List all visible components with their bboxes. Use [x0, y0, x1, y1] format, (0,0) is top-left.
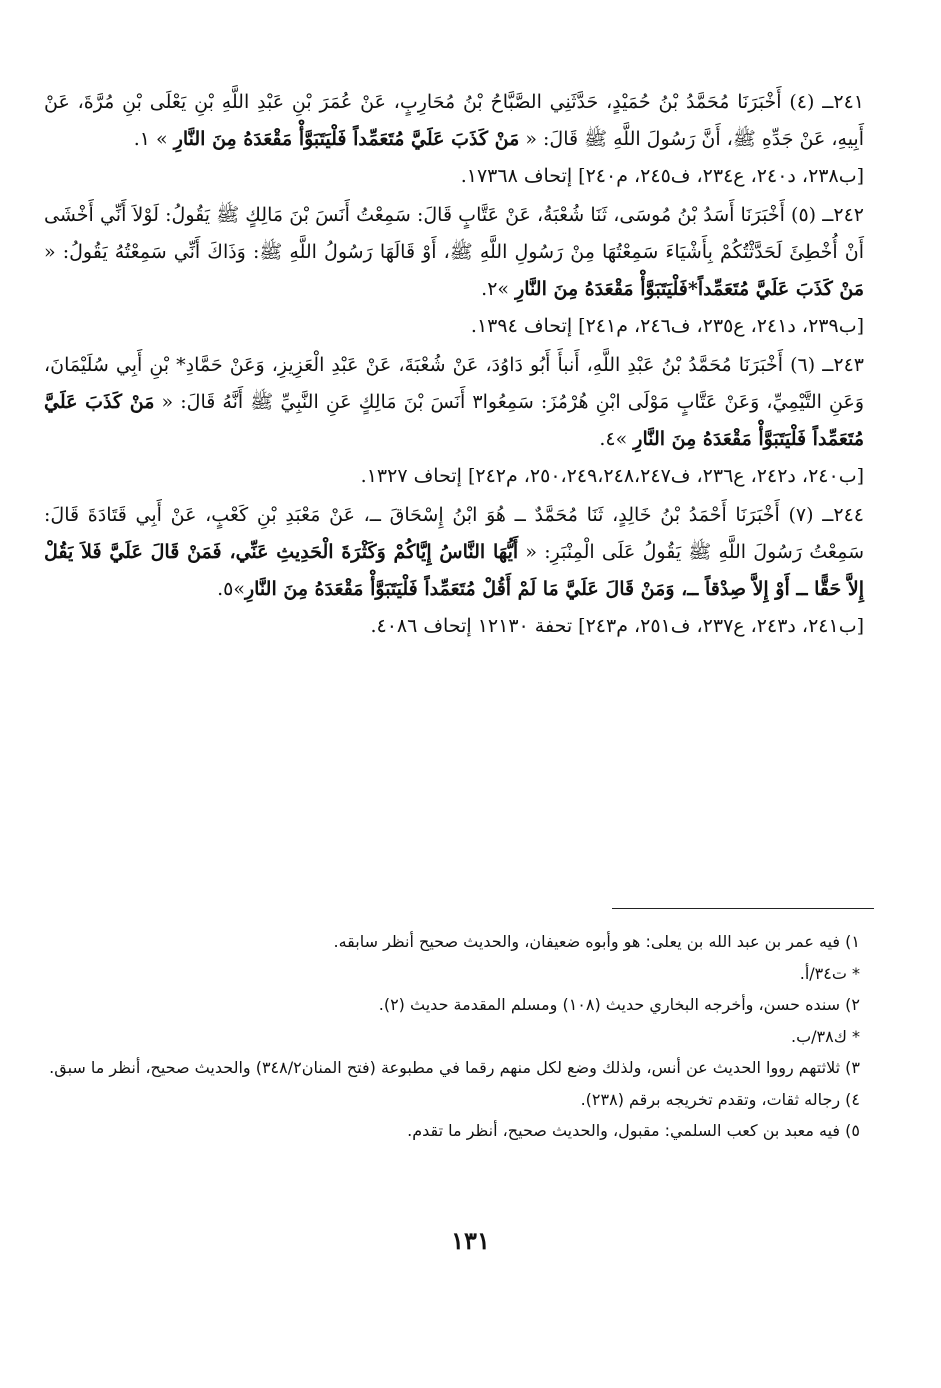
page-number: ١٣١ — [451, 1226, 490, 1255]
footnote-5: ٥) فيه معبد بن كعب السلمي: مقبول، والحديث صحيح، أنظر ما تقدم. — [407, 1121, 860, 1140]
hadith-entry-243 — [44, 347, 864, 458]
hadith-quote: مَنْ كَذَبَ عَلَيَّ مُتَعَمِّداً*فَلْيَتَبَوَّأْ مَقْعَدَهُ مِنَ النَّارِ — [515, 278, 864, 300]
hadith-tail: »٥. — [217, 578, 245, 600]
footnote-4: ٤) رجاله ثقات، وتقدم تخريجه برقم (٢٣٨). — [580, 1089, 860, 1109]
hadith-reference-242: [ب٢٣٩، د٢٤١، ع٢٣٥، ف٢٤٦، م٢٤١] إتحاف ١٣٩٤. — [470, 315, 864, 337]
hadith-reference-241: [ب٢٣٨، د٢٤٠، ع٢٣٤، ف٢٤٥، م٢٤٠] إتحاف ١٧٣٦٨. — [460, 165, 864, 187]
footnote-2: ٢) سنده حسن، وأخرجه البخاري حديث (١٠٨) ومسلم المقدمة حديث (٢). — [378, 995, 860, 1014]
footnote-divider — [612, 908, 874, 909]
hadith-text: ٢٤٤ــ (٧) أَخْبَرَنَا أَحْمَدُ بْنُ خَالِدٍ، ثَنَا مُحَمَّدٌ ــ هُوَ ابْنُ إِسْحَاقَ ــ، عَنْ مَعْبَدِ بْنِ كَعْبٍ، عَنْ أَبِي قَتَادَةَ قَالَ: سَمِعْتُ رَسُولَ اللَّهِ ﷺ يَقُولُ عَلَى الْمِنْبَرِ: « — [44, 504, 864, 563]
footnote-marker-k: * ك٣٨/ب. — [790, 1026, 860, 1046]
hadith-reference-244: [ب٢٤١، د٢٤٣، ع٢٣٧، ف٢٥١، م٢٤٣] تحفة ١٢١٣٠ إتحاف ٤٠٨٦. — [370, 615, 864, 637]
footnotes — [44, 926, 860, 1147]
footnote-3: ٣) ثلاثتهم رووا الحديث عن أنس، ولذلك وضع لكل منهم رقما في مطبوعة (فتح المنان٣٤٨/٢) والحديث صحيح، أنظر ما سبق. — [49, 1058, 860, 1077]
hadith-tail: » ١. — [133, 128, 174, 150]
hadith-entry-244 — [44, 497, 864, 608]
hadith-text: ٢٤٢ــ (٥) أَخْبَرَنَا أَسَدُ بْنُ مُوسَى، ثَنَا شُعْبَةُ، عَنْ عَتَّابٍ قَالَ: سَمِعْتُ أَنَسَ بْنَ مَالِكٍ ﷺ يَقُولُ: لَوْلاَ أَنِّي أَخْشَى أَنْ أُخْطِئَ لَحَدَّثْتُكُمْ بِأَشْيَاءَ سَمِعْتُهَا مِنْ رَسُولِ اللَّهِ ﷺ، أَوْ قَالَهَا رَسُولُ اللَّهِ ﷺ: وَذَاكَ أَنِّي سَمِعْتُهُ يَقُولُ: « — [44, 204, 864, 263]
hadith-entry-241 — [44, 84, 864, 158]
hadith-quote: مَنْ كَذَبَ عَلَيَّ مُتَعَمِّداً فَلْيَتَبَوَّأْ مَقْعَدَهُ مِنَ النَّارِ — [44, 391, 864, 450]
hadith-reference-243: [ب٢٤٠، د٢٤٢، ع٢٣٦، ف٢٥٠،٢٤٩،٢٤٨،٢٤٧، م٢٤٢] إتحاف ١٣٢٧. — [360, 465, 864, 487]
hadith-quote: أَيُّهَا النَّاسُ إِيَّاكُمْ وَكَثْرَةَ الْحَدِيثِ عَنِّي، فَمَنْ قَالَ عَلَيَّ فَلاَ يَقُلْ إِلاَّ حَقًّا ــ أَوْ إِلاَّ صِدْقاً ــ، وَمَنْ قَالَ عَلَيَّ مَا لَمْ أَقُلْ مُتَعَمِّداً فَلْيَتَبَوَّأْ مَقْعَدَهُ مِنَ النَّارِ — [44, 541, 864, 600]
footnote-1: ١) فيه عمر بن عبد الله بن يعلى: هو وأبوه ضعيفان، والحديث صحيح أنظر سابقه. — [333, 932, 860, 951]
hadith-quote: مَنْ كَذَبَ عَلَيَّ مُتَعَمِّداً فَلْيَتَبَوَّأْ مَقْعَدَهُ مِنَ النَّارِ — [173, 128, 520, 150]
hadith-tail: »٤. — [599, 428, 634, 450]
hadith-tail: »٢. — [481, 278, 516, 300]
hadith-text: ٢٤١ــ (٤) أَخْبَرَنَا مُحَمَّدُ بْنُ حُمَيْدٍ، حَدَّثَنِي الصَّبَّاحُ بْنُ مُحَارِبٍ، عَنْ عُمَرَ بْنِ عَبْدِ اللَّهِ بْنِ يَعْلَى بْنِ مُرَّةَ، عَنْ أَبِيهِ، عَنْ جَدِّهِ ﷺ، أَنَّ رَسُولَ اللَّهِ ﷺ قَالَ: « — [44, 91, 864, 150]
hadith-text-block — [44, 84, 864, 647]
hadith-text: ٢٤٣ــ (٦) أَخْبَرَنَا مُحَمَّدُ بْنُ عَبْدِ اللَّهِ، أَنبأَ أَبُو دَاوُدَ، عَنْ شُعْبَةَ، عَنْ عَبْدِ الْعَزِيزِ، وَعَنْ حَمَّادِ* بْنِ أَبِي سُلَيْمَانَ، وَعَنِ التَّيْمِيِّ، وَعَنْ عَتَّابٍ مَوْلَى ابْنِ هُرْمُزَ: سَمِعُوا٣ أَنَسَ بْنَ مَالِكٍ عَنِ النَّبِيِّ ﷺ أَنَّهُ قَالَ: « — [44, 354, 864, 413]
footnote-marker-t: * ت٣٤/أ. — [799, 963, 860, 983]
hadith-entry-242 — [44, 197, 864, 308]
